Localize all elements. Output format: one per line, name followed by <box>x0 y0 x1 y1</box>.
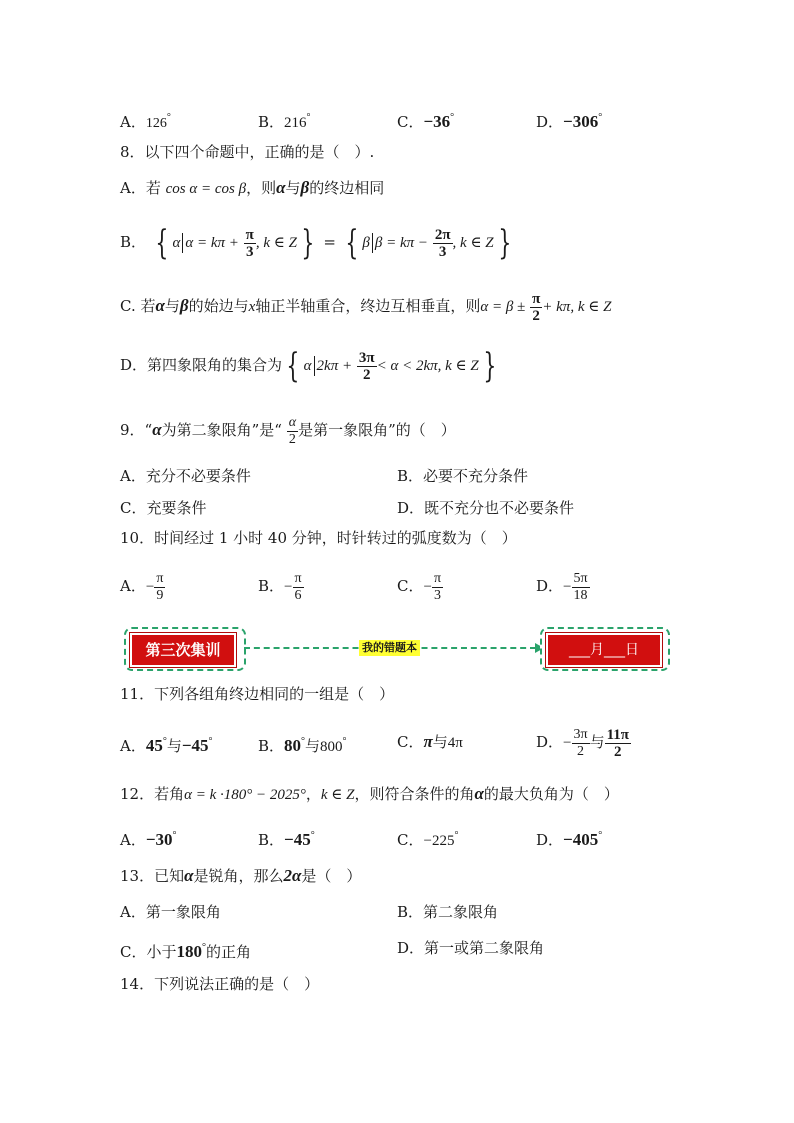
q10-c-frac: $\frac{\pi}{3}$ <box>433 570 442 603</box>
q10-option-d: D．− $\frac{5\pi}{18}$ <box>536 570 588 603</box>
q11-option-a: A．45°与−45° <box>120 736 213 755</box>
q9-stem: 9．“α为第二象限角”是“ $\frac{\alpha}{2}$ 是第一象限角”的（ ） <box>120 414 456 447</box>
q10-option-a: A．− $\frac{\pi}{9}$ <box>120 570 164 603</box>
q13-option-b: B．第二象限角 <box>397 903 499 921</box>
q7-option-c: C．−36° <box>397 112 455 131</box>
q9-frac: $\frac{\alpha}{2}$ <box>288 414 297 447</box>
q11-d-frac-1: $\frac{3\pi}{2}$ <box>573 726 588 759</box>
q13-stem: 13．已知α是锐角，那么2α是（ ） <box>120 866 362 885</box>
q7-option-b: B．216° <box>258 112 311 131</box>
q11-option-d: D．− $\frac{3\pi}{2}$ 与 $\frac{11\pi}{2}$ <box>536 726 629 760</box>
q12-option-a: A．−30° <box>120 830 177 849</box>
q10-option-b: B．− $\frac{\pi}{6}$ <box>258 570 302 603</box>
q8-c-frac: $\frac{\pi}{2}$ <box>532 290 541 324</box>
q14-stem: 14．下列说法正确的是（ ） <box>120 975 320 993</box>
q12-option-d: D．−405° <box>536 830 603 849</box>
q7-option-a: A．126° <box>120 112 171 131</box>
q8-b-frac-1: $\frac{\pi}{3}$ <box>245 226 254 260</box>
q11-option-b: B．80°与800° <box>258 736 347 755</box>
q12-stem: 12．若角α = k ·180° − 2025°，k ∈ Z，则符合条件的角α的最大负角为（ ） <box>120 784 619 803</box>
q13-option-d: D．第一或第二象限角 <box>397 939 545 957</box>
q8-option-a: A．若 cos α = cos β，则α与β的终边相同 <box>120 178 385 197</box>
q10-stem: 10．时间经过 1 小时 40 分钟，时针转过的弧度数为（ ） <box>120 529 517 547</box>
q9-option-b: B．必要不充分条件 <box>397 467 529 485</box>
q11-d-frac-2: $\frac{11\pi}{2}$ <box>606 726 629 760</box>
q8-stem: 8．以下四个命题中，正确的是（ ）. <box>120 143 375 161</box>
q10-b-frac: $\frac{\pi}{6}$ <box>294 570 302 603</box>
q12-option-b: B．−45° <box>258 830 315 849</box>
q8-option-c: C. 若α与β的始边与x轴正半轴重合，终边互相垂直，则α = β ± $\frac{\pi}{2}$ + kπ, k ∈ Z <box>120 290 612 324</box>
q10-option-c: C．− $\frac{\pi}{3}$ <box>397 570 442 603</box>
q11-stem: 11．下列各组角终边相同的一组是（ ） <box>120 685 395 703</box>
banner-date-label: ___月___日 <box>546 633 662 667</box>
q7-option-d: D．−306° <box>536 112 603 131</box>
q11-option-c: C．π与4π <box>397 732 463 751</box>
q8-option-d: D．第四象限角的集合为 { α 2kπ + $\frac{3\pi}{2}$ < α < 2kπ, k ∈ Z } <box>120 346 497 386</box>
q9-option-a: A．充分不必要条件 <box>120 467 251 485</box>
q9-option-c: C．充要条件 <box>120 499 207 517</box>
q8-option-b: B． { α α = kπ + $\frac{\pi}{3}$ , k ∈ Z } = { β β = kπ − $\frac{2\pi}{3}$ , k ∈ Z } <box>120 223 511 263</box>
banner-left-label: 第三次集训 <box>130 633 236 667</box>
q12-option-c: C．−225° <box>397 830 459 849</box>
q10-a-frac: $\frac{\pi}{9}$ <box>156 570 164 603</box>
q13-option-c: C．小于180°的正角 <box>120 942 251 961</box>
q8-d-frac: $\frac{3\pi}{2}$ <box>358 349 375 383</box>
q9-option-d: D．既不充分也不必要条件 <box>397 499 575 517</box>
q10-d-frac: $\frac{5\pi}{18}$ <box>573 570 588 603</box>
banner-middle-badge: 我的错题本 <box>359 640 420 656</box>
q8-b-frac-2: $\frac{2\pi}{3}$ <box>434 226 451 260</box>
q13-option-a: A．第一象限角 <box>120 903 221 921</box>
